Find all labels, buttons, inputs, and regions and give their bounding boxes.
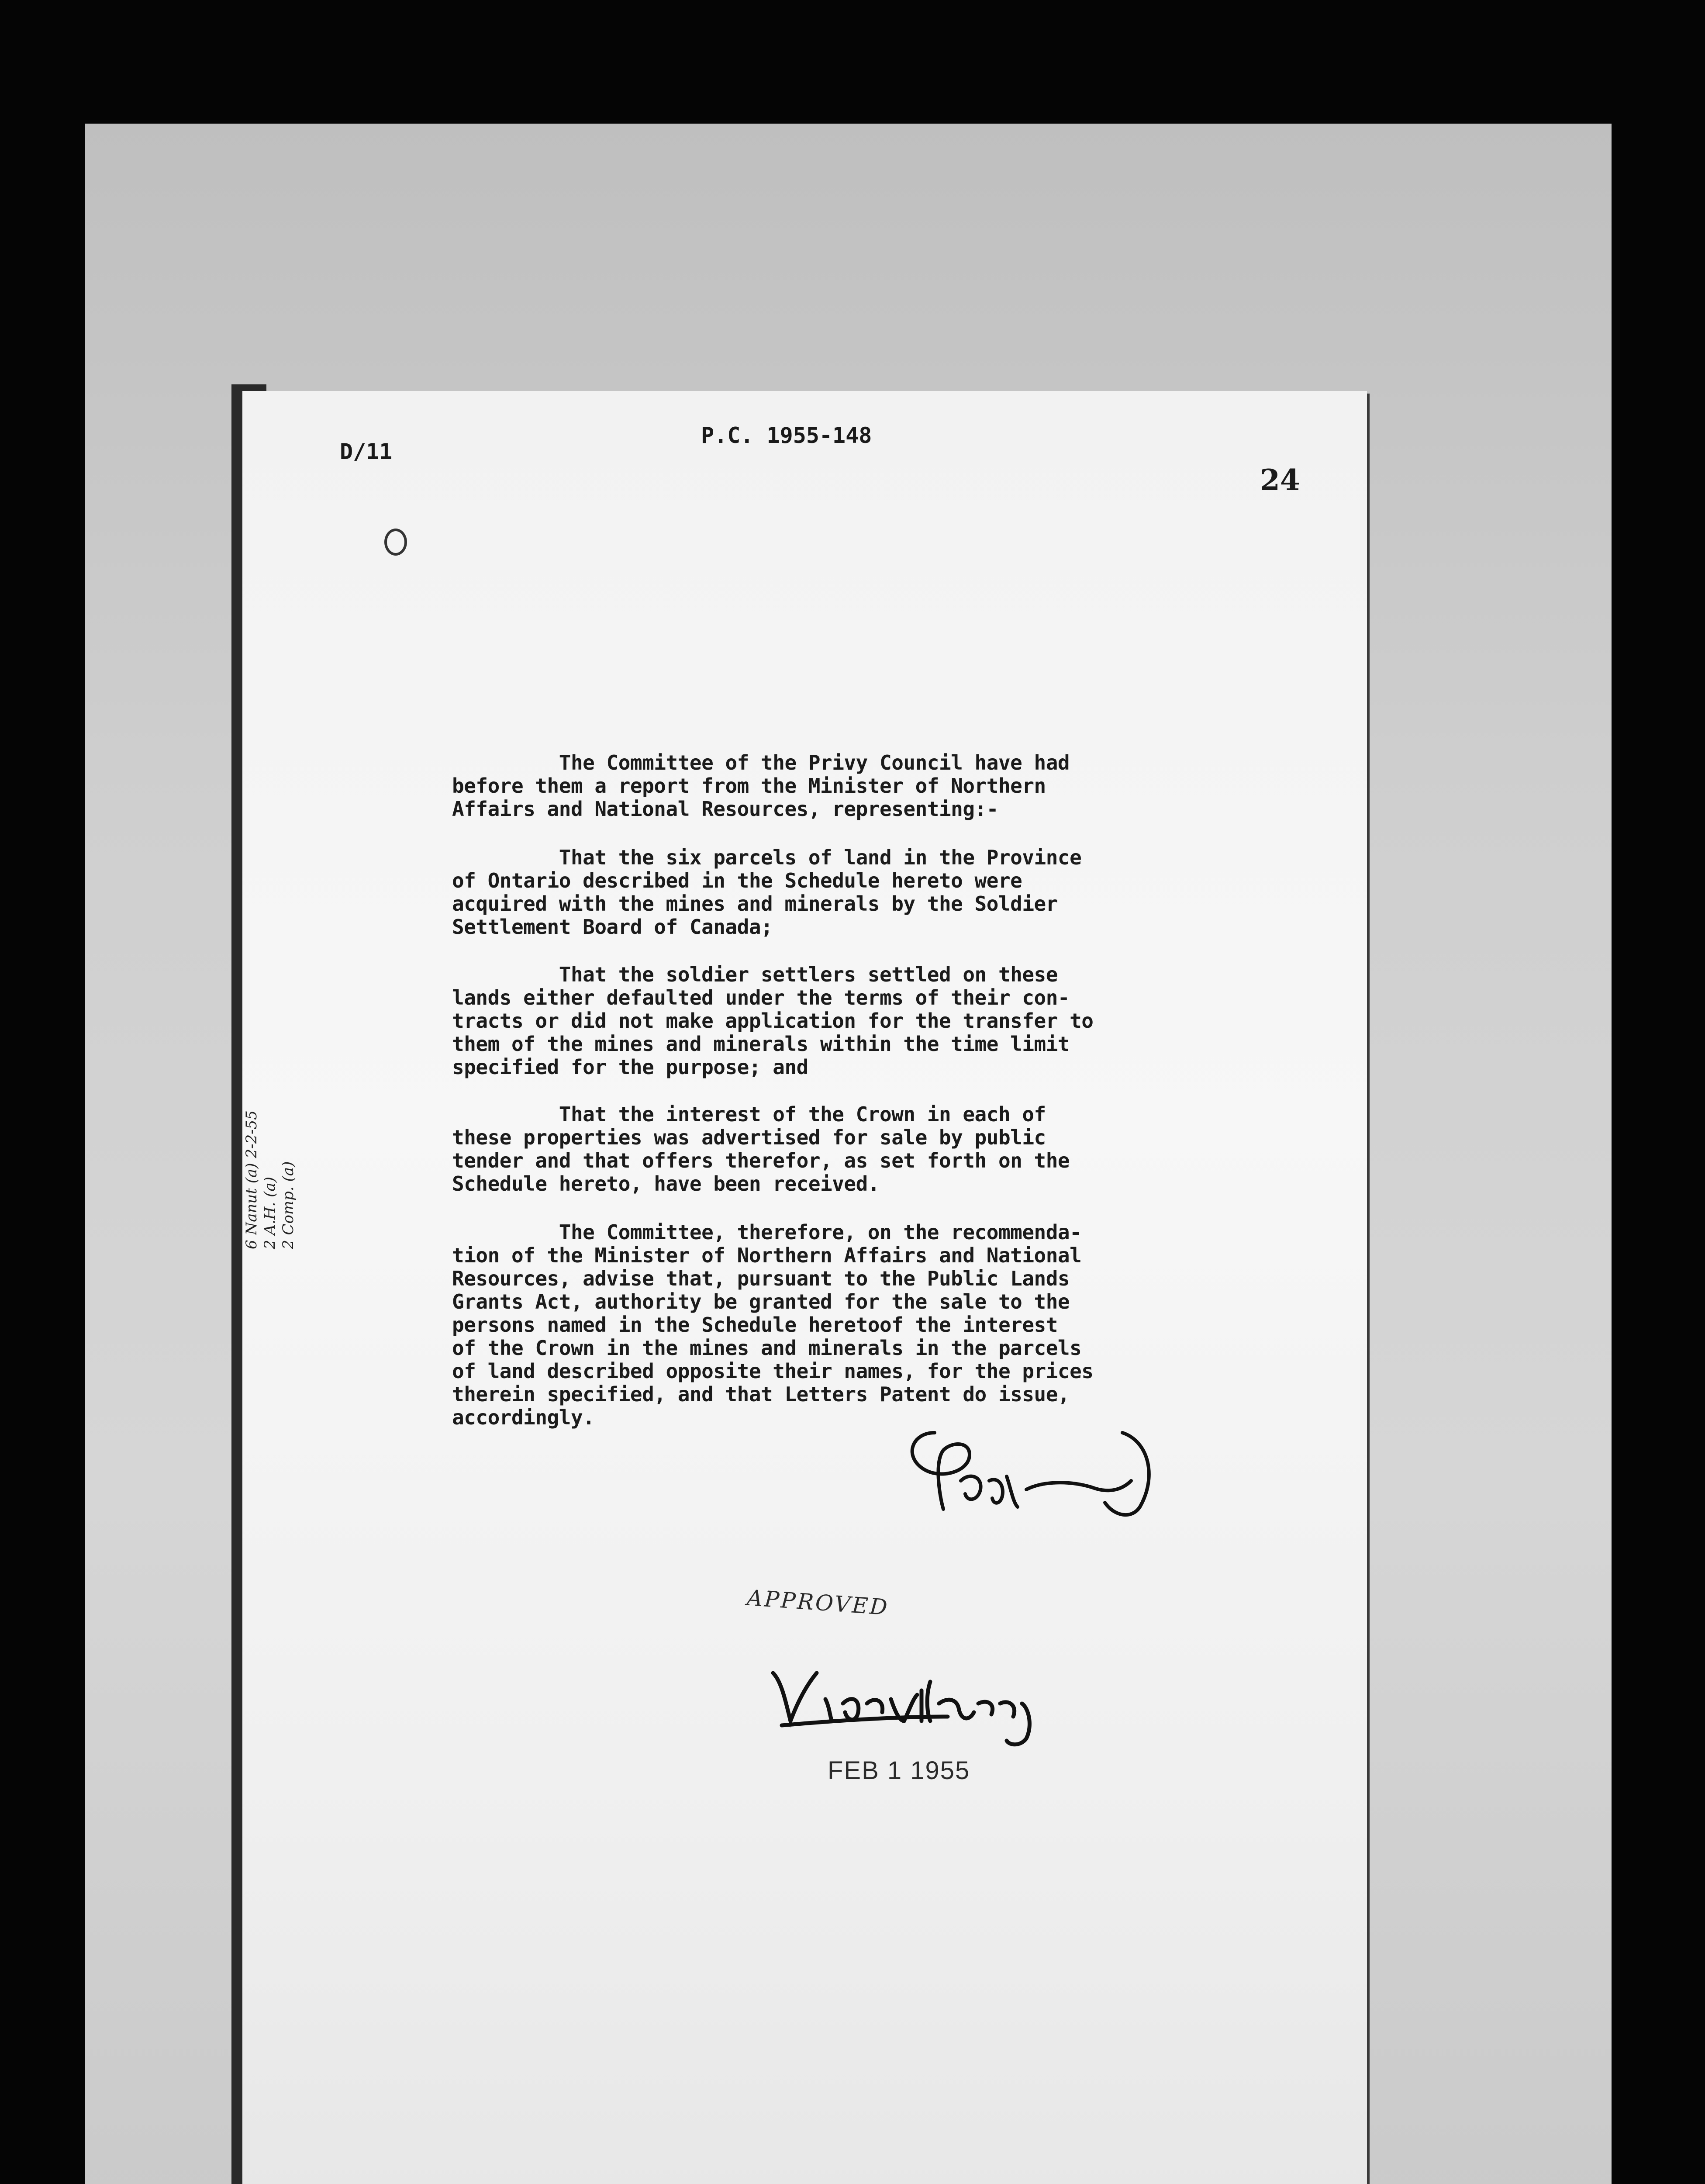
text-line: therein specified, and that Letters Patent do issue, [452,1382,1070,1406]
circle-mark [384,529,407,556]
text-line: of the Crown in the mines and minerals in the parcels [452,1336,1082,1360]
text-line: That the interest of the Crown in each of [452,1102,1046,1126]
governor-general-signature [764,1655,1061,1756]
text-line: of land described opposite their names, for the prices [452,1359,1094,1383]
handwritten-margin-note [242,1109,297,1249]
text-line: acquired with the mines and minerals by the Soldier [452,892,1058,916]
text-line: specified for the purpose; and [452,1055,808,1079]
file-reference: D/11 [340,439,393,464]
text-line: them of the mines and minerals within the time limit [452,1032,1070,1056]
paragraph-2 [452,846,1221,939]
text-line: Schedule hereto, have been received. [452,1172,880,1196]
text-line: Grants Act, authority be granted for the sale to the [452,1290,1070,1313]
paragraph-4 [452,1103,1221,1196]
text-line: tracts or did not make application for the transfer to [452,1009,1094,1033]
text-line: Settlement Board of Canada; [452,915,773,939]
text-line: lands either defaulted under the terms of their con- [452,986,1070,1009]
clerk-signature [895,1415,1201,1533]
text-line: The Committee, therefore, on the recommenda- [452,1220,1082,1244]
text-line: tion of the Minister of Northern Affairs and National [452,1244,1082,1267]
approved-label: APPROVED [746,1585,890,1621]
text-line: these properties was advertised for sale by public [452,1126,1046,1149]
margin-note-line: 6 Nanut (a) 2-2-55 [243,1110,260,1249]
text-line: Affairs and National Resources, representing:- [452,797,998,821]
text-line: Resources, advise that, pursuant to the Public Lands [452,1267,1070,1290]
text-line: accordingly. [452,1406,595,1429]
paragraph-5 [452,1221,1221,1429]
text-line: persons named in the Schedule heretoof the interest [452,1313,1058,1337]
order-number: P.C. 1955-148 [701,423,872,448]
text-line: tender and that offers therefor, as set forth on the [452,1149,1070,1172]
page-number: 24 [1260,463,1300,497]
text-line: That the soldier settlers settled on these [452,963,1058,986]
approval-date-stamp: FEB 1 1955 [828,1756,970,1785]
text-line: That the six parcels of land in the Province [452,846,1082,869]
text-line: before them a report from the Minister of Northern [452,774,1046,798]
text-line: of Ontario described in the Schedule hereto were [452,869,1022,892]
text-line: The Committee of the Privy Council have had [452,751,1070,774]
paragraph-1 [452,751,1221,821]
margin-note-line: 2 A.H. (a) [261,1177,279,1249]
paragraph-3 [452,963,1221,1079]
margin-note-line: 2 Comp. (a) [280,1161,297,1249]
